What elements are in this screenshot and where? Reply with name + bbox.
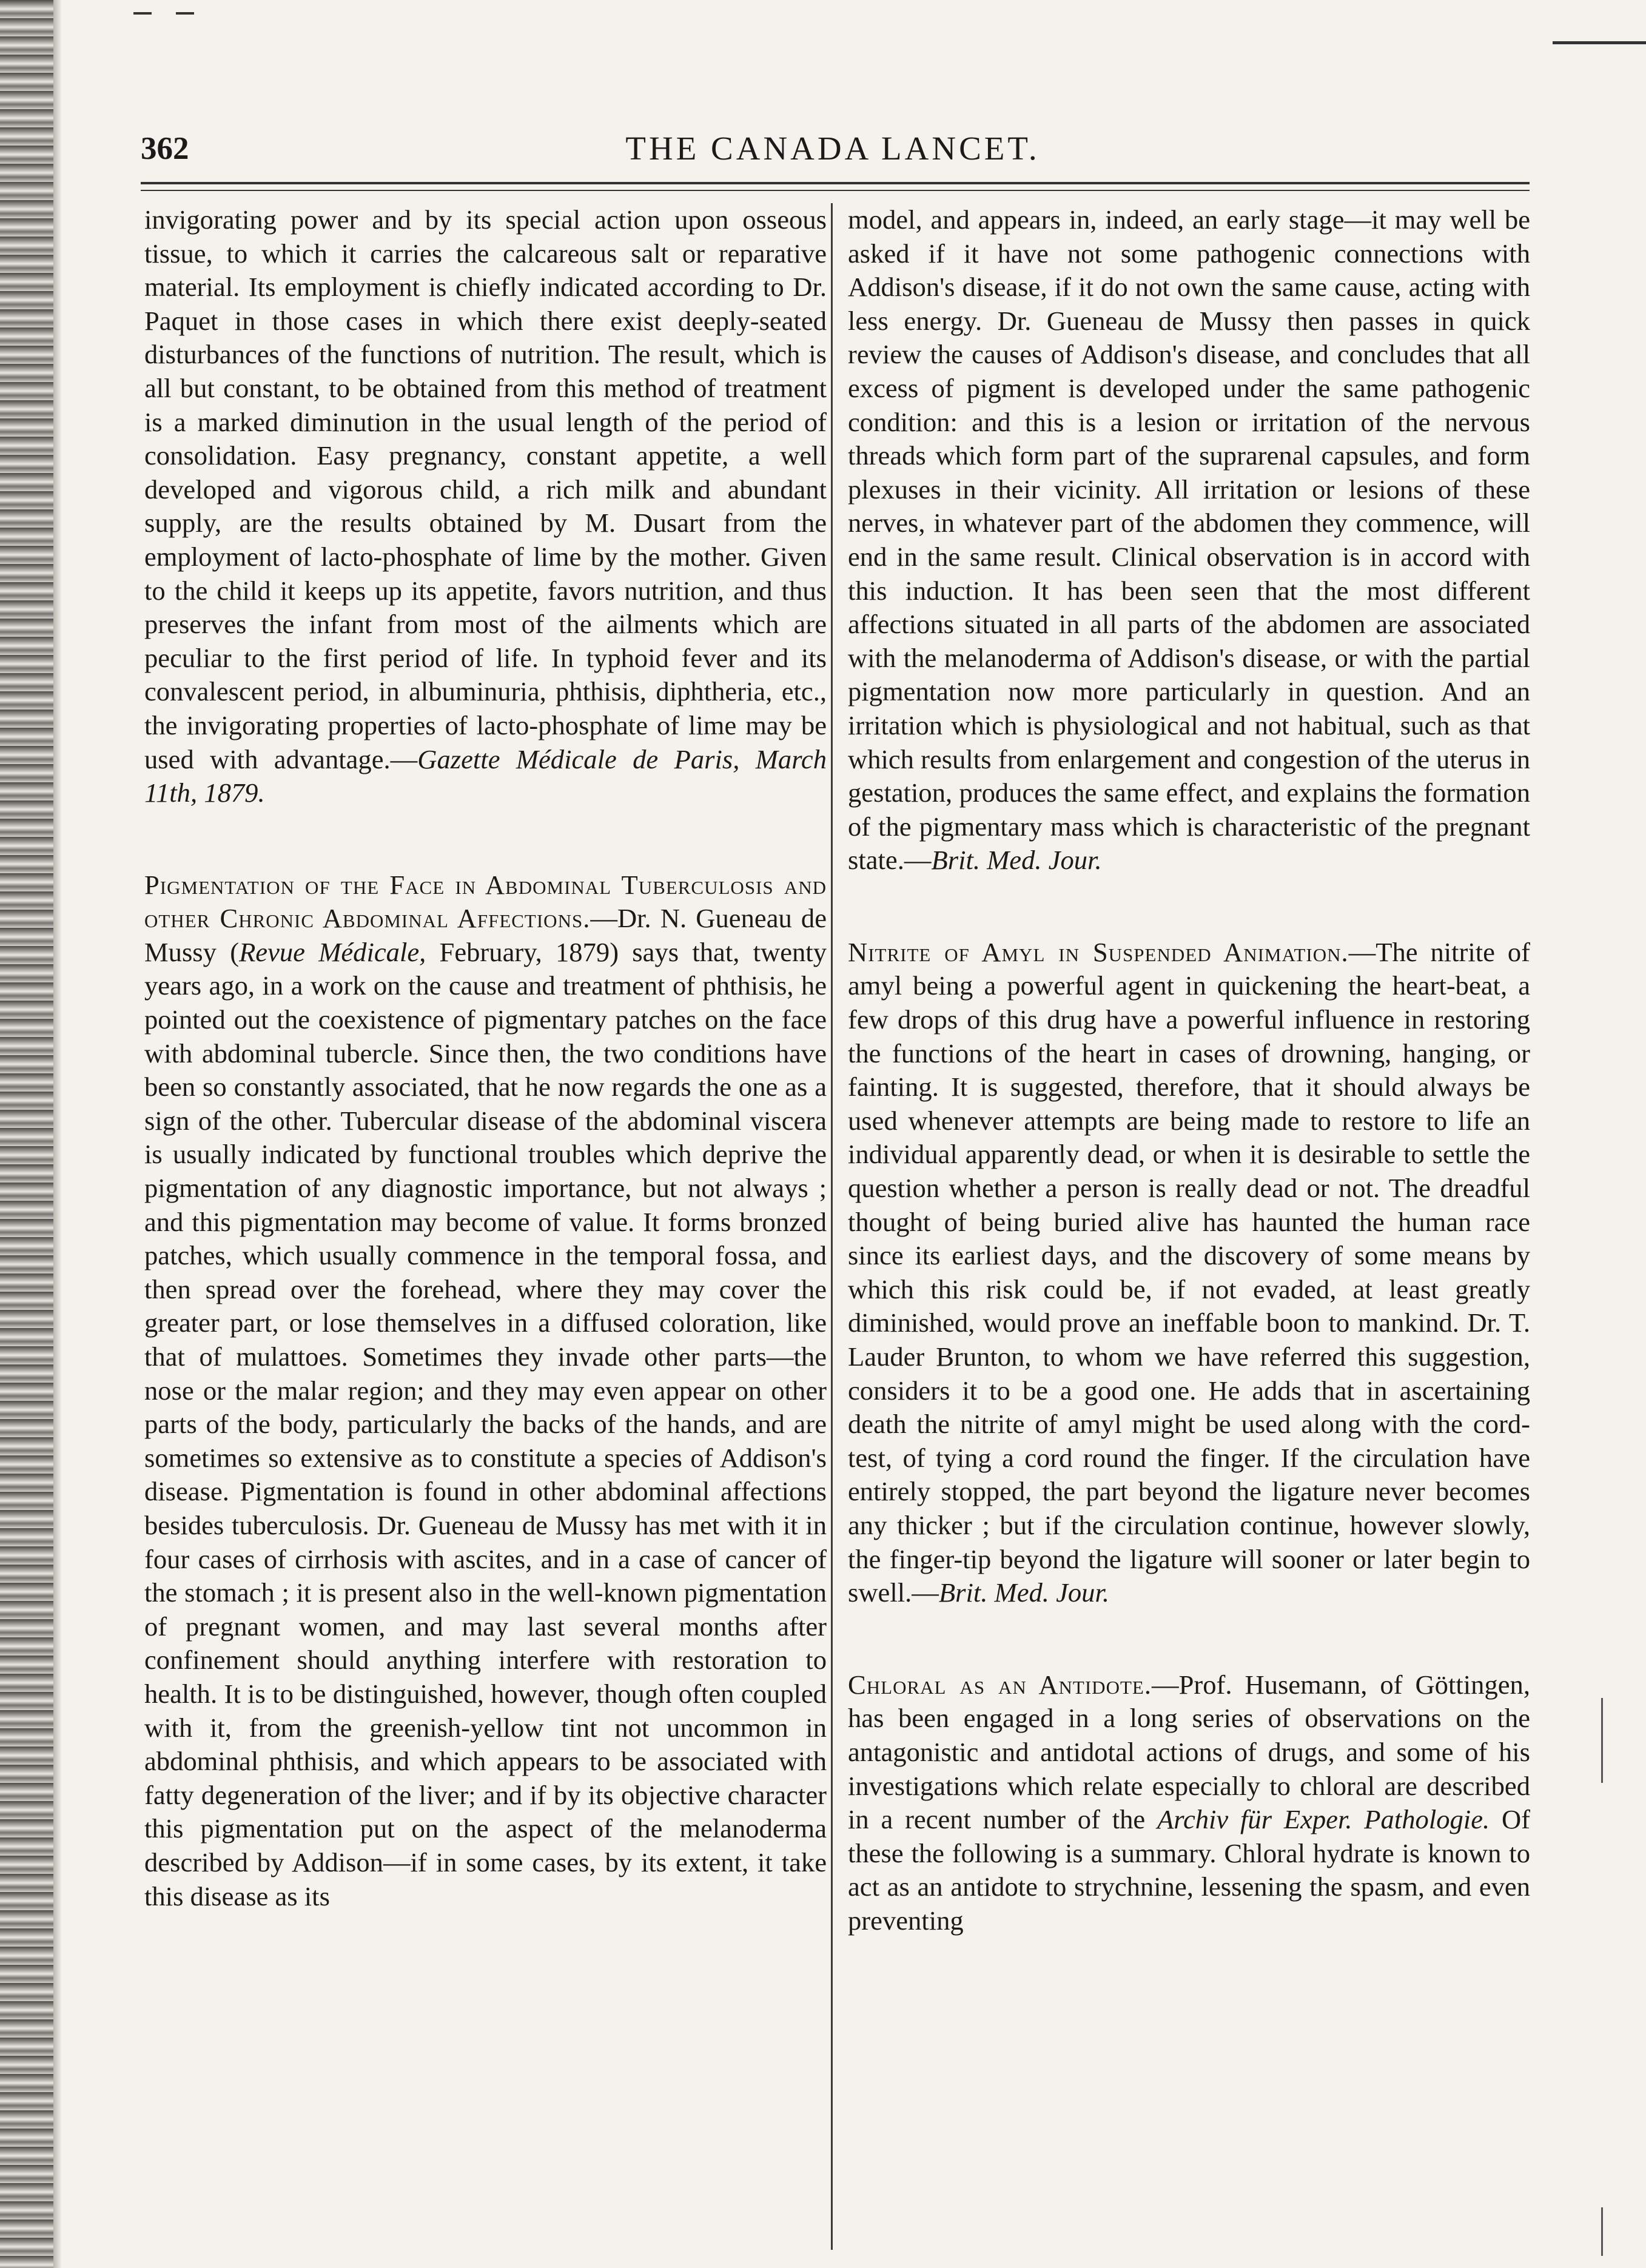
- scan-mark: [176, 12, 194, 15]
- article-body: —The nitrite of amyl being a powerful agent in quickening the heart-beat, a few drops of this drug have a powerful influence in restoring the functions of the heart in cases of drowning, hanging, or fainting. It is suggested, therefore, that it should always be used whenever attempts are being made to restore to life an individual apparently dead, or when it is desirable to settle the question whether a person is really dead or not. The dreadful thought of being buried alive has haunted the human race since its earliest days, and the discovery of some means by which this risk could be, if not evaded, at least greatly diminished, would prove an ineffable boon to mankind. Dr. T. Lauder Brunton, to whom we have referred this suggestion, considers it to be a good one. He adds that in ascertaining death the nitrite of amyl might be used along with the cord-test, of tying a cord round the finger. If the circulation have entirely stopped, the part beyond the ligature never becomes any thicker ; but if the circulation continue, however slowly, the finger-tip beyond the ligature will sooner or later begin to swell.—: [848, 936, 1530, 1608]
- header-rule-top: [141, 182, 1530, 184]
- article-lacto-phosphate-continued: [144, 203, 827, 810]
- scan-mark: [1553, 41, 1646, 44]
- article-chloral-antidote: [848, 1668, 1530, 1938]
- right-column: [848, 203, 1530, 2219]
- binding-shadow: [53, 0, 62, 2268]
- header-rule-bottom: [141, 190, 1530, 191]
- citation: Gazette Médicale de Paris, March 11th, 1879.: [144, 743, 827, 808]
- margin-mark: [1601, 2207, 1603, 2256]
- article-body: Of these the following is a summary. Chloral hydrate is known to act as an antidote to strychnine, lessening the spasm, and even preventing: [848, 1804, 1530, 1936]
- citation: Brit. Med. Jour.: [938, 1577, 1110, 1608]
- article-body: February, 1879) says that, twenty years ago, in a work on the cause and treatment of phthisis, he pointed out the coexistence of pigmentary patches on the face with abdominal tubercle. Since then, the two conditions have been so constantly associated, that he now regards the one as a sign of the other. Tubercular disease of the abdominal viscera is usually indicated by functional troubles which deprive the pigmentation of any diagnostic importance, but not always ; and this pigmentation may become of value. It forms bronzed patches, which usually commence in the temporal fossa, and then spread over the forehead, where they may cover the greater part, or lose themselves in a diffused coloration, like that of mulattoes. Sometimes they invade other parts—the nose or the malar region; and they may even appear on other parts of the body, particularly the backs of the hands, and are sometimes so extensive as to constitute a species of Addison's disease. Pigmentation is found in other abdominal affections besides tuberculosis. Dr. Gueneau de Mussy has met with it in four cases of cirrhosis with ascites, and in a case of cancer of the stomach ; it is present also in the well-known pigmentation of pregnant women, and may last several months after confinement should anything interfere with restoration to health. It is to be distinguished, however, though often coupled with it, from the greenish-yellow tint not uncommon in abdominal phthisis, and which appears to be associated with fatty degeneration of the liver; and if by its objective character this pigmentation put on the aspect of the melanoderma described by Addison—if in some cases, by its extent, it take this disease as its: [144, 936, 827, 1911]
- article-body: model, and appears in, indeed, an early stage—it may well be asked if it have not some pathogenic connections with Addison's disease, if it do not own the same cause, acting with less energy. Dr. Gueneau de Mussy then passes in quick review the causes of Addison's disease, and concludes that all excess of pigment is developed under the same pathogenic condition: and this is a lesion or irritation of the nervous threads which form part of the suprarenal capsules, and form plexuses in their vicinity. All irritation or lesions of these nerves, in whatever part of the abdomen they commence, will end in the same result. Clinical observation is in accord with this induction. It has been seen that the most different affections situated in all parts of the abdomen are associated with the melanoderma of Addison's disease, or with the partial pigmentation now more particularly in question. And an irritation which is physiological and not habitual, such as that which results from enlargement and congestion of the uterus in gestation, produces the same effect, and explains the formation of the pigmentary mass which is characteristic of the pregnant state.—: [848, 204, 1530, 876]
- article-pigmentation: [144, 868, 827, 1913]
- article-body: —Dr. N. Gueneau de Mussy (: [144, 903, 827, 967]
- article-heading: Pigmentation of the Face in Abdominal Tuberculosis and other Chronic Abdominal Affections.: [144, 869, 827, 934]
- citation: Brit. Med. Jour.: [931, 845, 1102, 876]
- article-body: —Prof. Husemann, of Göttingen, has been engaged in a long series of observations on the antagonistic and antidotal actions of drugs, and some of his investigations which relate especially to chloral are described in a recent number of the: [848, 1669, 1530, 1835]
- page-number: 362: [141, 131, 189, 166]
- column-divider: [831, 203, 833, 2250]
- book-binding-edge: [0, 0, 53, 2268]
- citation: Archiv für Exper. Pathologie.: [1157, 1804, 1490, 1835]
- running-head: [141, 124, 1525, 176]
- scan-mark: [133, 12, 152, 15]
- article-heading: Nitrite of Amyl in Suspended Animation.: [848, 936, 1349, 967]
- margin-mark: [1601, 1698, 1603, 1783]
- article-body: invigorating power and by its special action upon osseous tissue, to which it carries the calcareous salt or reparative material. Its employment is chiefly indicated according to Dr. Paquet in those cases in which there exist deeply-seated disturbances of the functions of nutrition. The result, which is all but constant, to be obtained from this method of treatment is a marked diminution in the usual length of the period of consolidation. Easy pregnancy, constant appetite, a well developed and vigorous child, a rich milk and abundant supply, are the results obtained by M. Dusart from the employment of lacto-phosphate of lime by the mother. Given to the child it keeps up its appetite, favors nutrition, and thus preserves the infant from most of the ailments which are peculiar to the first period of life. In typhoid fever and its convalescent period, in albuminuria, phthisis, diphtheria, etc., the invigorating properties of lacto-phosphate of lime may be used with advantage.—: [144, 204, 827, 774]
- citation: Revue Médicale,: [239, 936, 426, 967]
- left-column: [144, 203, 827, 2219]
- article-pigmentation-continued: [848, 203, 1530, 877]
- article-heading: Chloral as an Antidote.: [848, 1669, 1152, 1700]
- journal-title: THE CANADA LANCET.: [625, 130, 1040, 167]
- article-nitrite-of-amyl: [848, 936, 1530, 1610]
